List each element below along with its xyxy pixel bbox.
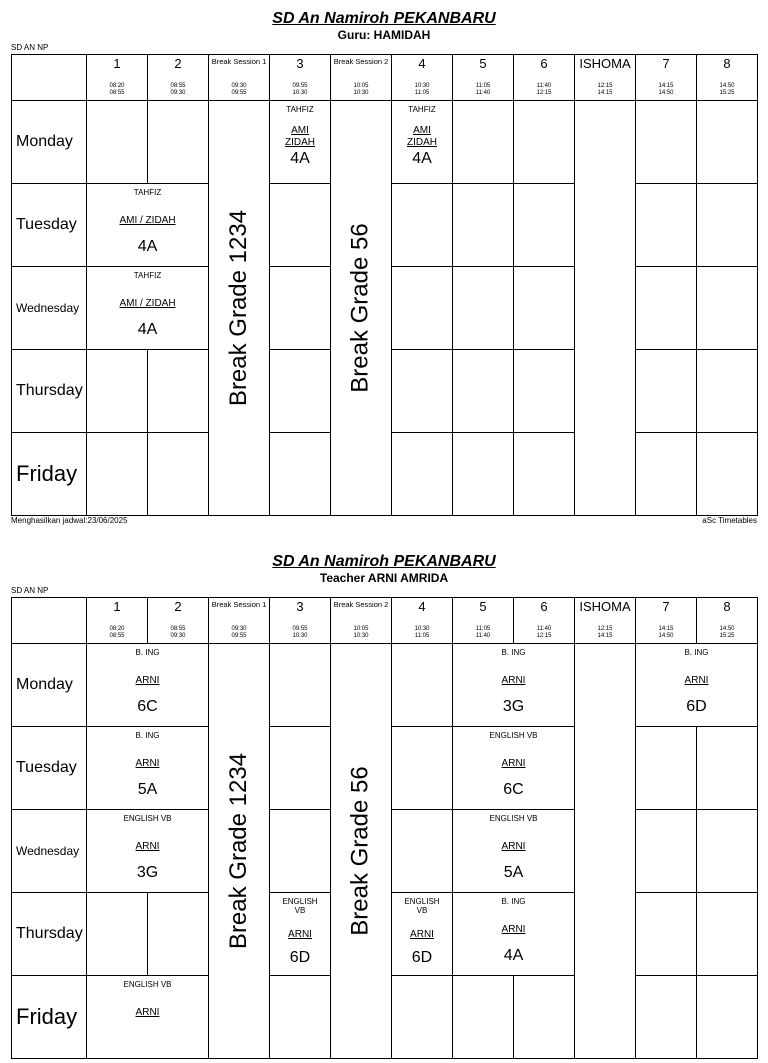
time-end: 09:55 [231,90,247,96]
lesson-subject: B. ING [501,897,526,906]
empty-slot[interactable] [148,350,209,433]
empty-slot[interactable] [270,350,331,433]
column-time [148,626,208,640]
lesson-class: 6D [411,949,433,966]
time-end: 12:15 [536,633,552,639]
timetable-grid [11,597,758,1059]
lesson-cell[interactable] [453,727,575,810]
column-time [697,83,757,97]
column-time [148,83,208,97]
lesson-subject: TAHFIZ [408,105,436,114]
lesson-subject: ENGLISH VB [123,814,172,823]
empty-slot[interactable] [392,350,453,433]
column-label: 6 [540,599,548,614]
column-header-5 [331,598,392,644]
lesson-teacher: ARNI [135,841,160,852]
break-column [209,644,270,1059]
ishoma-column [575,101,636,516]
day-label: Monday [16,676,73,693]
column-label: 5 [479,599,487,614]
time-end: 14:50 [658,633,674,639]
column-label: 3 [296,599,304,614]
empty-slot[interactable] [697,433,758,516]
lesson-cell[interactable] [87,184,209,267]
empty-slot[interactable] [514,350,575,433]
empty-slot[interactable] [453,433,514,516]
lesson-subject: TAHFIZ [133,271,162,280]
break-column [331,101,392,516]
lesson-cell[interactable] [453,810,575,893]
column-label: ISHOMA [579,599,631,614]
empty-slot[interactable] [392,267,453,350]
lesson-cell[interactable] [87,810,209,893]
lesson-cell[interactable] [270,893,331,976]
time-end: 09:30 [170,90,186,96]
lesson-subject: B. ING [135,731,160,740]
lesson-class: 6D [289,949,311,966]
column-header-7 [453,598,514,644]
empty-slot[interactable] [636,433,697,516]
lesson-class: 5A [137,781,158,798]
column-label: 4 [418,599,426,614]
lesson-subject: ENGLISH VB [489,731,538,740]
time-end: 10:30 [353,90,369,96]
empty-slot[interactable] [514,433,575,516]
time-end: 15:25 [719,633,735,639]
header-corner-cell [12,598,87,644]
lesson-cell[interactable] [392,893,453,976]
empty-slot[interactable] [270,727,331,810]
empty-slot[interactable] [514,976,575,1059]
time-start: 10:30 [414,83,430,89]
timetable-grid [11,54,758,516]
lesson-teacher: ARNI [501,675,526,686]
lesson-class: 3G [502,698,525,715]
lesson-cell[interactable] [87,644,209,727]
lesson-teacher: ARNI [410,929,434,940]
column-label: 2 [174,599,182,614]
column-time [209,83,269,97]
break-label: Break Grade 1234 [225,752,252,950]
lesson-cell[interactable] [636,644,758,727]
column-header-9 [575,55,636,101]
column-header-4 [270,598,331,644]
lesson-teacher: ARNI [288,929,312,940]
empty-slot[interactable] [514,101,575,184]
header-corner-cell [12,55,87,101]
column-label: Break Session 1 [211,57,267,66]
empty-slot[interactable] [148,893,209,976]
lesson-cell[interactable] [453,893,575,976]
lesson-teacher: ARNI [684,675,709,686]
lesson-class: 6C [137,698,158,715]
empty-slot[interactable] [697,101,758,184]
column-time [636,83,696,97]
time-start: 09:30 [231,83,247,89]
break-column [331,644,392,1059]
empty-slot[interactable] [392,976,453,1059]
lesson-teacher: AMI ZIDAH [285,125,315,148]
empty-slot[interactable] [453,350,514,433]
column-label: 2 [174,56,182,71]
empty-slot[interactable] [697,976,758,1059]
time-start: 10:05 [353,83,369,89]
column-header-1 [87,55,148,101]
empty-slot[interactable] [392,644,453,727]
lesson-cell[interactable] [392,101,453,184]
day-label-cell [12,893,87,976]
empty-slot[interactable] [392,810,453,893]
lesson-teacher: ARNI [501,924,526,935]
column-header-2 [148,598,209,644]
time-start: 11:05 [475,83,491,89]
column-header-5 [331,55,392,101]
time-end: 14:15 [597,90,613,96]
column-label: Break Session 2 [333,600,389,609]
column-header-7 [453,55,514,101]
empty-slot[interactable] [636,101,697,184]
time-start: 14:50 [719,83,735,89]
timetable-subtitle: Teacher ARNI AMRIDA [319,571,449,585]
column-label: 3 [296,56,304,71]
lesson-subject: B. ING [684,648,709,657]
column-header-10 [636,598,697,644]
empty-slot[interactable] [697,727,758,810]
day-label-cell [12,267,87,350]
time-start: 10:30 [414,626,430,632]
lesson-subject: TAHFIZ [286,105,314,114]
day-label: Monday [16,133,73,150]
empty-slot[interactable] [87,101,148,184]
column-time [392,626,452,640]
lesson-teacher: AMI ZIDAH [407,125,437,148]
time-start: 14:15 [658,83,674,89]
day-label-cell [12,810,87,893]
day-label: Thursday [16,382,83,399]
lesson-class: 4A [137,321,158,338]
column-time [636,626,696,640]
time-end: 11:40 [475,633,491,639]
empty-slot[interactable] [514,267,575,350]
time-end: 09:30 [170,633,186,639]
time-end: 08:55 [109,90,125,96]
lesson-subject: B. ING [501,648,526,657]
column-label: ISHOMA [579,56,631,71]
time-start: 14:50 [719,626,735,632]
column-header-8 [514,55,575,101]
column-time [209,626,269,640]
timetable-title: SD An Namiroh PEKANBARU [272,553,496,570]
break-label: Break Grade 56 [347,766,374,936]
column-label: 8 [723,56,731,71]
time-start: 10:05 [353,626,369,632]
column-time [453,83,513,97]
time-start: 09:55 [292,83,308,89]
empty-slot[interactable] [697,267,758,350]
column-label: Break Session 1 [211,600,267,609]
time-end: 14:50 [658,90,674,96]
generated-date: Menghasilkan jadwal:23/06/2025 [11,516,128,525]
time-start: 14:15 [658,626,674,632]
timetable-subtitle: Guru: HAMIDAH [337,28,431,42]
column-header-4 [270,55,331,101]
column-label: 1 [113,56,121,71]
break-label: Break Grade 1234 [225,209,252,407]
lesson-cell[interactable] [87,727,209,810]
time-end: 14:15 [597,633,613,639]
empty-slot[interactable] [697,350,758,433]
time-start: 12:15 [597,626,613,632]
lesson-class: 3G [136,864,159,881]
lesson-teacher: ARNI [501,758,526,769]
lesson-cell[interactable] [87,976,209,1059]
empty-slot[interactable] [636,893,697,976]
timetable-teacher-hamidah [0,0,768,525]
empty-slot[interactable] [453,101,514,184]
column-header-3 [209,598,270,644]
day-label-cell [12,184,87,267]
lesson-class: 6C [503,781,524,798]
day-label-cell [12,976,87,1059]
day-label: Thursday [16,925,83,942]
time-end: 10:30 [292,633,308,639]
time-end: 09:55 [231,633,247,639]
column-time [331,83,391,97]
lesson-class: 5A [503,864,524,881]
empty-slot[interactable] [270,810,331,893]
lesson-subject: TAHFIZ [133,188,162,197]
time-end: 11:05 [414,633,430,639]
column-label: 4 [418,56,426,71]
day-label-cell [12,433,87,516]
day-label: Tuesday [16,759,77,776]
empty-slot[interactable] [270,433,331,516]
column-time [331,626,391,640]
empty-slot[interactable] [636,976,697,1059]
column-label: 6 [540,56,548,71]
time-end: 10:30 [292,90,308,96]
empty-slot[interactable] [453,267,514,350]
empty-slot[interactable] [270,267,331,350]
break-column [209,101,270,516]
column-label: 5 [479,56,487,71]
empty-slot[interactable] [514,184,575,267]
day-label-cell [12,350,87,433]
column-header-6 [392,598,453,644]
school-code: SD AN NP [11,586,49,595]
column-header-8 [514,598,575,644]
column-header-2 [148,55,209,101]
column-time [514,626,574,640]
column-header-11 [697,598,758,644]
lesson-subject: ENGLISH VB [282,897,318,915]
column-time [514,83,574,97]
lesson-subject: B. ING [135,648,160,657]
day-label: Friday [16,461,78,486]
time-start: 09:55 [292,626,308,632]
column-time [270,83,330,97]
lesson-teacher: ARNI [135,1007,160,1018]
column-label: Break Session 2 [333,57,389,66]
column-label: 8 [723,599,731,614]
empty-slot[interactable] [148,101,209,184]
lesson-class: 4A [290,150,310,167]
day-label: Tuesday [16,216,77,233]
lesson-subject: ENGLISH VB [404,897,440,915]
column-time [87,83,147,97]
column-label: 7 [662,599,670,614]
break-label: Break Grade 56 [347,223,374,393]
empty-slot[interactable] [636,810,697,893]
empty-slot[interactable] [270,644,331,727]
empty-slot[interactable] [636,350,697,433]
day-label-cell [12,644,87,727]
lesson-subject: ENGLISH VB [123,980,172,989]
empty-slot[interactable] [392,727,453,810]
lesson-class: 4A [412,150,432,167]
empty-slot[interactable] [636,267,697,350]
column-label: 1 [113,599,121,614]
lesson-cell[interactable] [87,267,209,350]
time-end: 15:25 [719,90,735,96]
time-end: 11:05 [414,90,430,96]
empty-slot[interactable] [392,433,453,516]
school-code: SD AN NP [11,43,49,52]
column-header-3 [209,55,270,101]
time-start: 08:55 [170,83,186,89]
lesson-class: 6D [686,698,707,715]
lesson-teacher: AMI / ZIDAH [119,298,176,309]
time-end: 08:55 [109,633,125,639]
column-label: 7 [662,56,670,71]
time-end: 12:15 [536,90,552,96]
software-credit: aSc Timetables [702,516,757,525]
lesson-cell[interactable] [453,644,575,727]
time-start: 11:05 [475,626,491,632]
lesson-teacher: ARNI [135,758,160,769]
empty-slot[interactable] [270,184,331,267]
empty-slot[interactable] [636,727,697,810]
day-label: Friday [16,1004,78,1029]
column-time [270,626,330,640]
empty-slot[interactable] [148,433,209,516]
empty-slot[interactable] [697,810,758,893]
empty-slot[interactable] [636,184,697,267]
column-header-1 [87,598,148,644]
column-time [697,626,757,640]
day-label-cell [12,727,87,810]
empty-slot[interactable] [87,433,148,516]
timetable-title: SD An Namiroh PEKANBARU [272,10,496,27]
time-end: 11:40 [475,90,491,96]
lesson-teacher: ARNI [501,841,526,852]
lesson-class: 4A [503,947,524,964]
day-label: Wednesday [16,844,80,858]
ishoma-column [575,644,636,1059]
time-start: 08:20 [109,83,125,89]
empty-slot[interactable] [697,893,758,976]
day-label-cell [12,101,87,184]
lesson-class: 4A [137,238,158,255]
time-start: 09:30 [231,626,247,632]
column-header-6 [392,55,453,101]
timetable-teacher-arni [0,543,768,1063]
time-start: 08:55 [170,626,186,632]
empty-slot[interactable] [87,893,148,976]
column-time [392,83,452,97]
time-start: 12:15 [597,83,613,89]
lesson-cell[interactable] [270,101,331,184]
lesson-teacher: AMI / ZIDAH [119,215,176,226]
empty-slot[interactable] [87,350,148,433]
empty-slot[interactable] [453,976,514,1059]
day-label: Wednesday [16,301,80,315]
empty-slot[interactable] [270,976,331,1059]
empty-slot[interactable] [392,184,453,267]
empty-slot[interactable] [697,184,758,267]
time-start: 08:20 [109,626,125,632]
column-header-9 [575,598,636,644]
column-time [575,83,635,97]
column-time [575,626,635,640]
time-end: 10:30 [353,633,369,639]
column-header-10 [636,55,697,101]
column-time [453,626,513,640]
empty-slot[interactable] [453,184,514,267]
lesson-teacher: ARNI [135,675,160,686]
column-header-11 [697,55,758,101]
time-start: 11:40 [536,83,552,89]
time-start: 11:40 [536,626,552,632]
lesson-subject: ENGLISH VB [489,814,538,823]
column-time [87,626,147,640]
